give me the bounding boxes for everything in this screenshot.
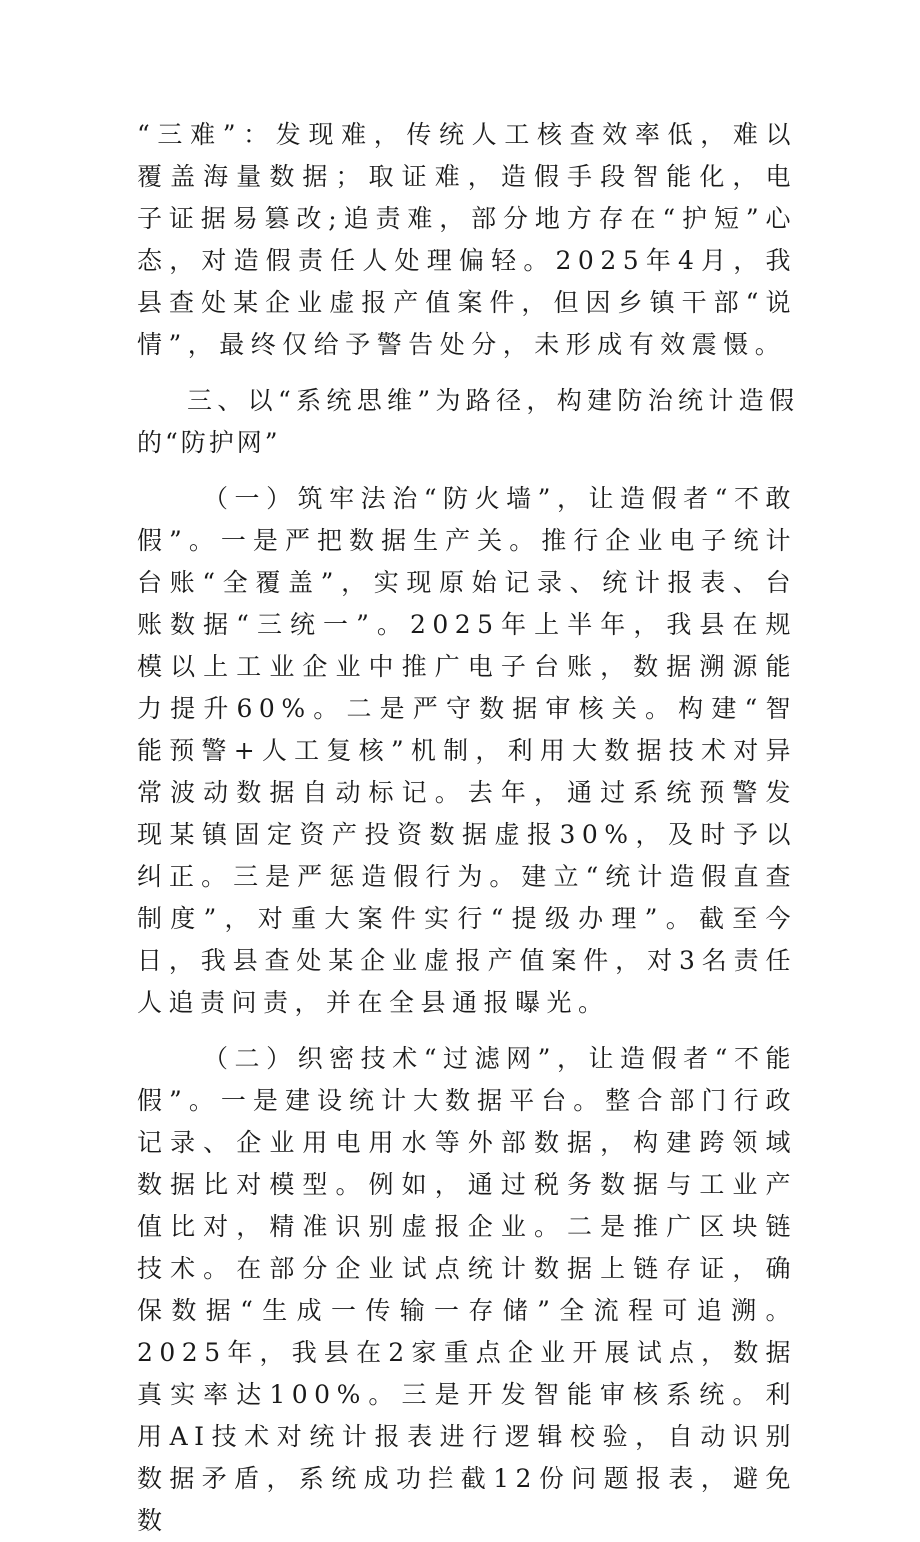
section-heading-three: 三、以“系统思维”为路径，构建防治统计造假的“防护网”: [137, 386, 797, 457]
document-page: [137, 114, 797, 1542]
paragraph-gap: [137, 366, 797, 380]
paragraph-gap: [137, 464, 797, 478]
paragraph-three-difficulties: “三难”：发现难，传统人工核查效率低，难以覆盖海量数据；取证难，造假手段智能化，电子证据易篡改;追责难，部分地方存在“护短”心态，对造假责任人处理偏轻。2025年4月，我县查处某企业虚报产值案件，但因乡镇干部“说情”，最终仅给予警告处分，未形成有效震慑。: [137, 120, 797, 359]
paragraph-gap: [137, 1024, 797, 1038]
paragraph-legal-firewall: （一）筑牢法治“防火墙”，让造假者“不敢假”。一是严把数据生产关。推行企业电子统计台账“全覆盖”，实现原始记录、统计报表、台账数据“三统一”。2025年上半年，我县在规模以上工业企业中推广电子台账，数据溯源能力提升60%。二是严守数据审核关。构建“智能预警+人工复核”机制，利用大数据技术对异常波动数据自动标记。去年，通过系统预警发现某镇固定资产投资数据虚报30%，及时予以纠正。三是严惩造假行为。建立“统计造假直查制度”，对重大案件实行“提级办理”。截至今日，我县查处某企业虚报产值案件，对3名责任人追责问责，并在全县通报曝光。: [137, 484, 797, 1017]
paragraph-tech-filter: （二）织密技术“过滤网”，让造假者“不能假”。一是建设统计大数据平台。整合部门行政记录、企业用电用水等外部数据，构建跨领域数据比对模型。例如，通过税务数据与工业产值比对，精准识别虚报企业。二是推广区块链技术。在部分企业试点统计数据上链存证，确保数据“生成一传输一存储”全流程可追溯。2025年，我县在2家重点企业开展试点，数据真实率达100%。三是开发智能审核系统。利用AI技术对统计报表进行逻辑校验，自动识别数据矛盾，系统成功拦截12份问题报表，避免数: [137, 1044, 797, 1535]
